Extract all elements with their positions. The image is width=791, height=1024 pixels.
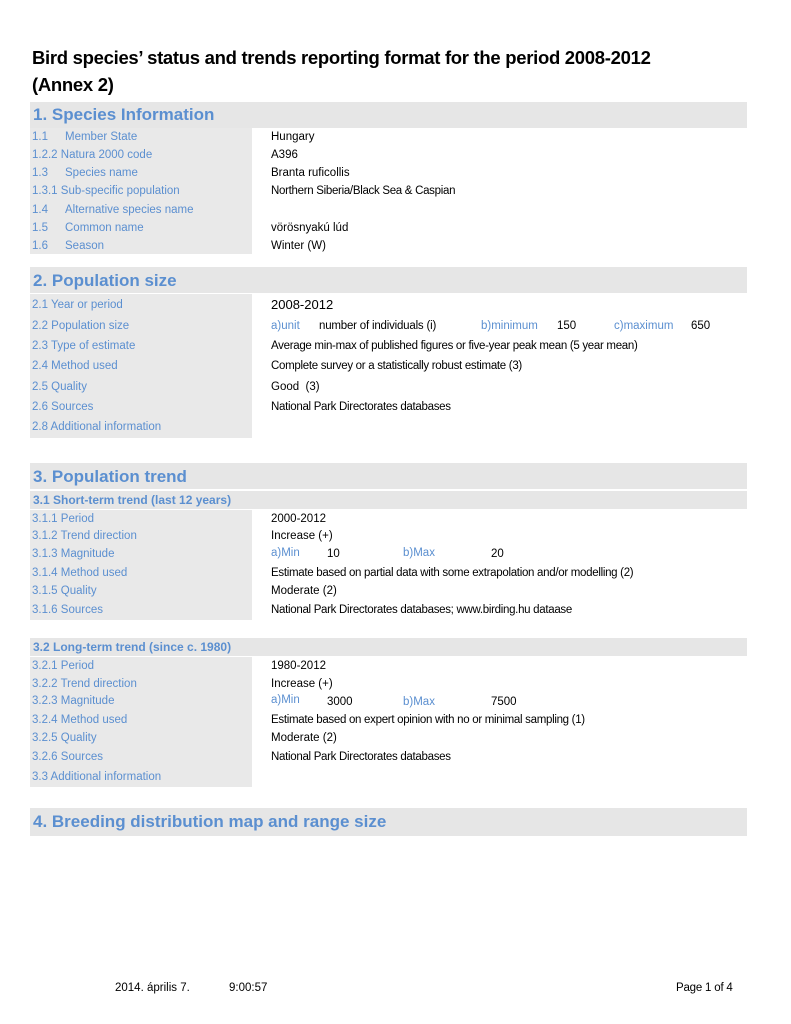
value-short-method: Estimate based on partial data with some extrapolation and/or modelling (2) — [271, 567, 634, 579]
footer-page-number: Page 1 of 4 — [676, 982, 733, 994]
label-year-period: 2.1 Year or period — [32, 299, 123, 311]
value-minimum: 150 — [557, 320, 577, 332]
label-alternative-name: 1.4 Alternative species name — [32, 204, 194, 216]
value-unit: number of individuals (i) — [319, 320, 437, 332]
value-short-max: 20 — [491, 548, 504, 560]
label-long-quality: 3.2.5 Quality — [32, 732, 97, 744]
label-short-min: a)Min — [271, 547, 300, 559]
label-maximum: c)maximum — [614, 320, 674, 332]
label-short-max: b)Max — [403, 547, 435, 559]
label-long-min: a)Min — [271, 694, 300, 706]
label-short-method: 3.1.4 Method used — [32, 567, 128, 579]
footer-time: 9:00:57 — [229, 982, 268, 994]
label-member-state: 1.1 Member State — [32, 131, 138, 143]
value-short-quality: Moderate (2) — [271, 585, 337, 597]
label-common-name: 1.5 Common name — [32, 222, 144, 234]
value-short-min: 10 — [327, 548, 340, 560]
short-term-title: 3.1 Short-term trend (last 12 years) — [33, 493, 232, 507]
value-short-direction: Increase (+) — [271, 530, 333, 542]
value-species-name: Branta ruficollis — [271, 167, 350, 179]
value-maximum: 650 — [691, 320, 711, 332]
value-long-max: 7500 — [491, 696, 517, 708]
label-unit: a)unit — [271, 320, 300, 332]
label-species-name: 1.3 Species name — [32, 167, 138, 179]
value-quality: Good (3) — [271, 381, 320, 393]
value-method-used: Complete survey or a statistically robust estimate (3) — [271, 360, 522, 372]
label-short-period: 3.1.1 Period — [32, 513, 95, 525]
label-long-max: b)Max — [403, 696, 435, 708]
section2-title: 2. Population size — [33, 271, 177, 290]
label-short-sources: 3.1.6 Sources — [32, 604, 103, 616]
label-long-direction: 3.2.2 Trend direction — [32, 678, 137, 690]
value-short-sources: National Park Directorates databases; www.birding.hu dataase — [271, 604, 572, 616]
label-type-of-estimate: 2.3 Type of estimate — [32, 340, 136, 352]
value-long-quality: Moderate (2) — [271, 732, 337, 744]
value-short-period: 2000-2012 — [271, 513, 326, 525]
value-type-of-estimate: Average min-max of published figures or five-year peak mean (5 year mean) — [271, 340, 638, 352]
label-natura-code: 1.2.2 Natura 2000 code — [32, 149, 153, 161]
section1-title: 1. Species Information — [33, 105, 215, 124]
label-short-magnitude: 3.1.3 Magnitude — [32, 548, 115, 560]
value-long-direction: Increase (+) — [271, 678, 333, 690]
label-sources: 2.6 Sources — [32, 401, 94, 413]
value-member-state: Hungary — [271, 131, 315, 143]
value-long-sources: National Park Directorates databases — [271, 751, 451, 763]
value-season: Winter (W) — [271, 240, 326, 252]
label-subspecific-population: 1.3.1 Sub-specific population — [32, 185, 180, 197]
label-long-method: 3.2.4 Method used — [32, 714, 128, 726]
section4-title: 4. Breeding distribution map and range size — [33, 812, 387, 831]
long-term-title: 3.2 Long-term trend (since c. 1980) — [33, 640, 232, 654]
label-trend-additional-info: 3.3 Additional information — [32, 771, 162, 783]
value-long-method: Estimate based on expert opinion with no or minimal sampling (1) — [271, 714, 585, 726]
label-short-direction: 3.1.2 Trend direction — [32, 530, 137, 542]
label-long-period: 3.2.1 Period — [32, 660, 95, 672]
label-season: 1.6 Season — [32, 240, 105, 252]
document-title-line2: (Annex 2) — [32, 74, 114, 95]
label-method-used: 2.4 Method used — [32, 360, 118, 372]
label-short-quality: 3.1.5 Quality — [32, 585, 97, 597]
value-year-period: 2008-2012 — [271, 297, 334, 312]
value-subspecific-population: Northern Siberia/Black Sea & Caspian — [271, 185, 456, 197]
value-natura-code: A396 — [271, 149, 298, 161]
section3-title: 3. Population trend — [33, 467, 187, 486]
label-long-sources: 3.2.6 Sources — [32, 751, 103, 763]
label-quality: 2.5 Quality — [32, 381, 87, 393]
value-common-name: vörösnyakú lúd — [271, 222, 349, 234]
label-population-size: 2.2 Population size — [32, 320, 130, 332]
value-long-period: 1980-2012 — [271, 660, 326, 672]
label-minimum: b)minimum — [481, 320, 538, 332]
label-additional-info: 2.8 Additional information — [32, 421, 162, 433]
document-title-line1: Bird species’ status and trends reporting format for the period 2008-2012 — [32, 47, 651, 68]
value-long-min: 3000 — [327, 696, 353, 708]
value-sources: National Park Directorates databases — [271, 401, 451, 413]
label-long-magnitude: 3.2.3 Magnitude — [32, 695, 115, 707]
footer-date: 2014. április 7. — [115, 982, 190, 994]
